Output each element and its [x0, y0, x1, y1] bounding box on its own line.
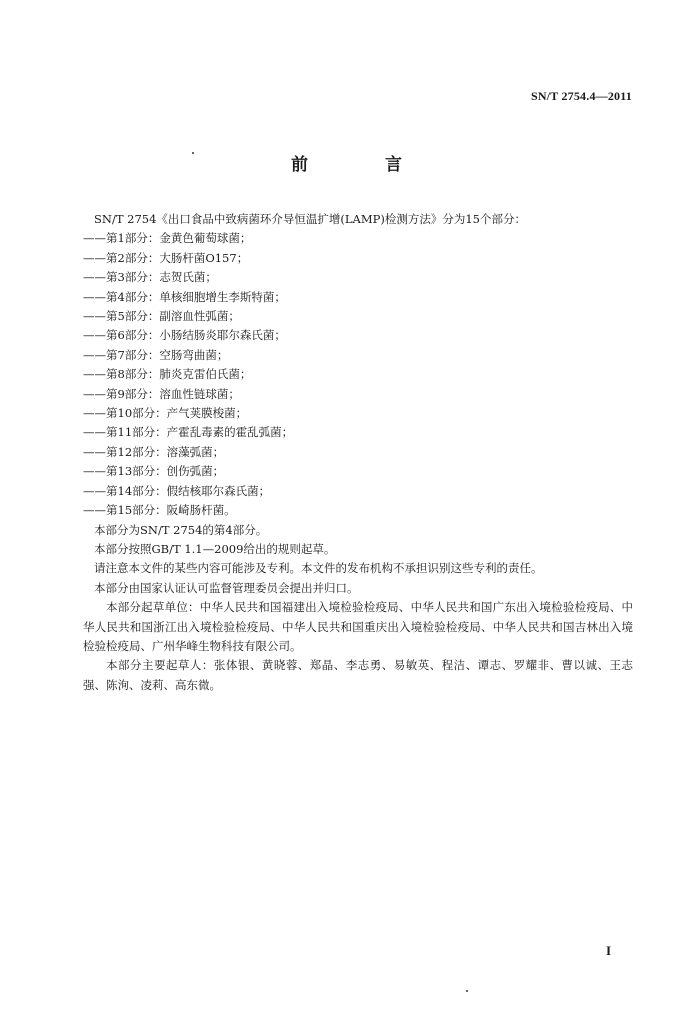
list-item: ——第8部分：肺炎克雷伯氏菌； — [83, 367, 252, 382]
page-title: 前 言 — [291, 155, 432, 175]
intro-line: SN/T 2754《出口食品中致病菌环介导恒温扩增(LAMP)检测方法》分为15个部分： — [94, 212, 526, 226]
proposed-by-paragraph: 本部分由国家认证认可监督管理委员会提出并归口。 — [94, 580, 359, 595]
scan-speck — [192, 152, 194, 154]
list-item: ——第5部分：副溶血性弧菌； — [83, 309, 240, 324]
list-item: ——第15部分：阪崎肠杆菌。 — [83, 503, 236, 518]
document-code: SN/T 2754.4—2011 — [531, 89, 632, 103]
drafting-units-paragraph: 本部分起草单位：中华人民共和国福建出入境检验检疫局、中华人民共和国广东出入境检验检疫局、中华人民共和国浙江出入境检验检疫局、中华人民共和国重庆出入境检验检疫局、中华人民共和国吉林出入境检验检疫局、广州华峰生物科技有限公司。 — [83, 600, 633, 653]
list-item: ——第9部分：溶血性链球菌； — [83, 386, 240, 401]
list-item: ——第12部分：溶藻弧菌； — [83, 444, 225, 459]
list-item: ——第14部分：假结核耶尔森氏菌； — [83, 483, 271, 498]
patent-notice-paragraph: 请注意本文件的某些内容可能涉及专利。本文件的发布机构不承担识别这些专利的责任。 — [94, 561, 543, 576]
drafting-rules-paragraph: 本部分按照GB/T 1.1—2009给出的规则起草。 — [94, 541, 336, 556]
list-item: ——第10部分：产气荚膜梭菌； — [83, 406, 248, 421]
list-item: ——第1部分：金黄色葡萄球菌； — [83, 231, 252, 246]
page-number: I — [605, 943, 611, 958]
list-item: ——第7部分：空肠弯曲菌； — [83, 347, 229, 362]
scan-speck — [466, 990, 468, 992]
foreword-body — [83, 210, 633, 695]
parts-list — [83, 229, 633, 520]
list-item: ——第2部分：大肠杆菌O157； — [83, 250, 249, 265]
list-item: ——第4部分：单核细胞增生李斯特菌； — [83, 289, 286, 304]
list-item: ——第13部分：创伤弧菌； — [83, 464, 225, 479]
list-item: ——第3部分：志贺氏菌； — [83, 270, 217, 285]
this-part-paragraph: 本部分为SN/T 2754的第4部分。 — [94, 522, 268, 537]
list-item: ——第11部分：产霍乱毒素的霍乱弧菌； — [83, 425, 294, 440]
drafters-paragraph: 本部分主要起草人：张体银、黄晓蓉、郑晶、李志勇、易敏英、程洁、谭志、罗耀非、曹以诚、王志强、陈洵、凌莉、高东微。 — [83, 658, 633, 692]
list-item: ——第6部分：小肠结肠炎耶尔森氏菌； — [83, 328, 286, 343]
